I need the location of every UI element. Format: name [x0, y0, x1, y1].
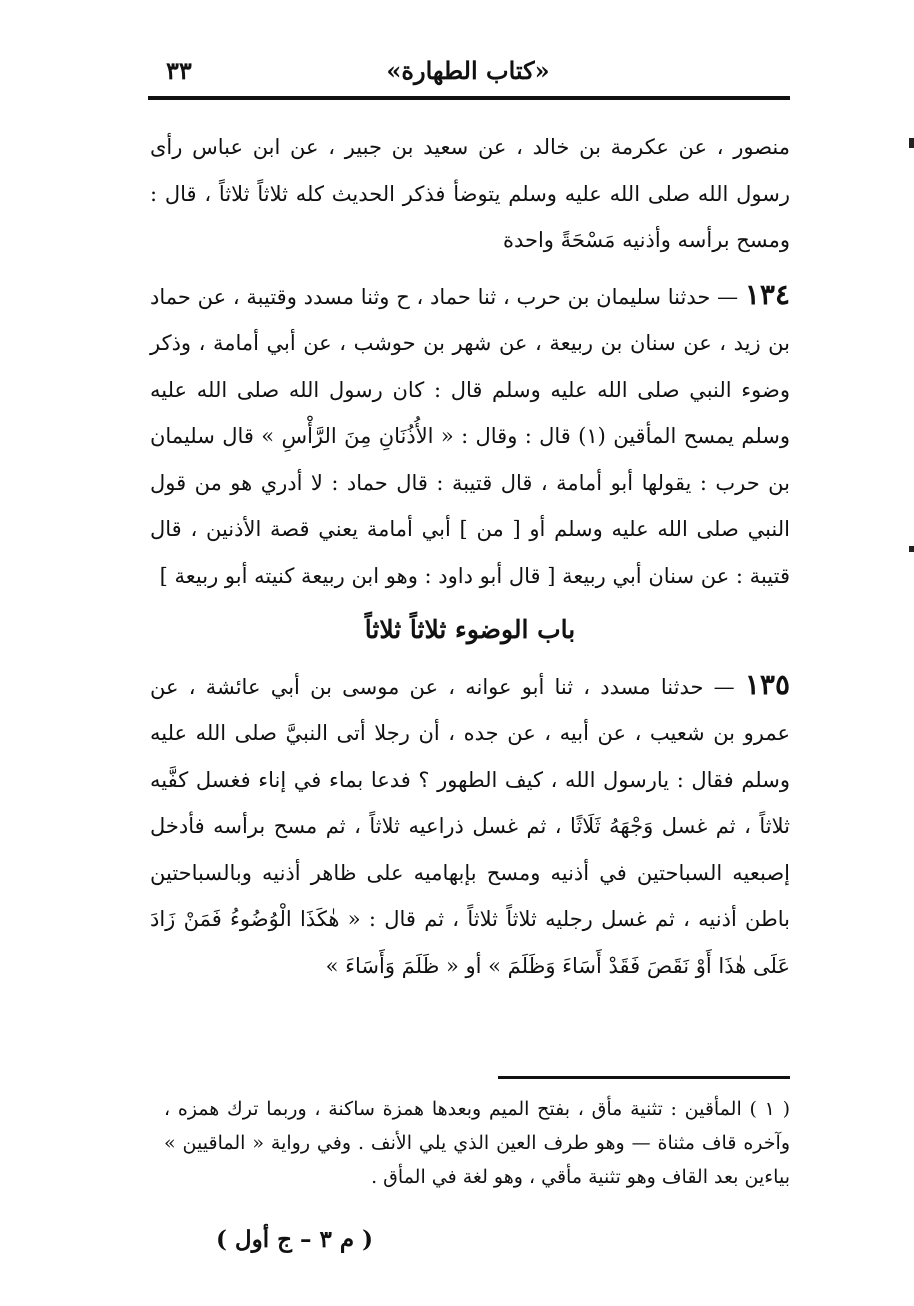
signature-mark: ( م ٣ – ج أول ): [216, 1226, 373, 1253]
page-number: ٣٣: [166, 56, 192, 85]
paragraph: [150, 124, 790, 264]
paragraph-text: — حدثنا مسدد ، ثنا أبو عوانه ، عن موسى بن أبي عائشة ، عن عمرو بن شعيب ، عن أبيه ، عن جده ، أن رجلا أتى النبيَّ صلى الله عليه وسلم فقال : يارسول الله ، كيف الطهور ؟ فدعا بماء في إناء فغسل كفَّيه ثلاثاً ، ثم غسل وَجْهَهُ ثَلَاثًا ، ثم غسل ذراعيه ثلاثاً ، ثم مسح برأسه فأدخل إصبعيه السباحتين في أذنيه ومسح بإبهاميه على ظاهر أذنيه وبالسباحتين باطن أذنيه ، ثم غسل رجليه ثلاثاً ثلاثاً ، ثم قال : « هٰكَذَا الْوُضُوءُ فَمَنْ زَادَ عَلَى هٰذَا أَوْ نَقَصَ فَقَدْ أَسَاءَ وَظَلَمَ » أو « ظَلَمَ وَأَسَاءَ »: [150, 674, 790, 978]
section-heading: باب الوضوء ثلاثاً ثلاثاً: [364, 615, 576, 644]
hadith-number: ١٣٤: [744, 277, 790, 311]
scan-edge-mark: [909, 138, 914, 148]
footnote: ( ١ ) المأقين : تثنية مأق ، بفتح الميم وبعدها همزة ساكنة ، وربما ترك همزه ، وآخره قاف مثناة — وهو طرف العين الذي يلي الأنف . وفي رواية « الماقيين » بياءين بعد القاف وهو تثنية مأقي ، وهو لغة في المأق .: [164, 1098, 790, 1188]
hadith-135: [150, 662, 790, 990]
footnote-rule: [498, 1076, 790, 1079]
page-header: [148, 52, 788, 92]
hadith-134: [150, 272, 790, 600]
scan-edge-mark: [909, 546, 914, 552]
paragraph-text: منصور ، عن عكرمة بن خالد ، عن سعيد بن جبير ، عن ابن عباس رأى رسول الله صلى الله عليه وسلم يتوضأ فذكر الحديث كله ثلاثاً ثلاثاً ، قال : ومسح برأسه وأذنيه مَسْحَةً واحدة: [150, 135, 790, 252]
header-rule: [148, 96, 790, 100]
hadith-number: ١٣٥: [744, 667, 790, 701]
main-text: [150, 124, 790, 997]
paragraph-text: — حدثنا سليمان بن حرب ، ثنا حماد ، ح وثنا مسدد وقتيبة ، عن حماد بن زيد ، عن سنان بن ربيعة ، عن شهر بن حوشب ، عن أبي أمامة ، وذكر وضوء النبي صلى الله عليه وسلم قال : كان رسول الله صلى الله عليه وسلم يمسح المأقين (١) قال : وقال : « الأُذُنَانِ مِنَ الرَّأْسِ » قال سليمان بن حرب : يقولها أبو أمامة ، قال قتيبة : قال حماد : لا أدري هو من قول النبي صلى الله عليه وسلم أو [ من ] أبي أمامة يعني قصة الأذنين ، قال قتيبة : عن سنان أبي ربيعة [ قال أبو داود : وهو ابن ربيعة كنيته أبو ربيعة ]: [150, 284, 791, 588]
running-title: «كتاب الطهارة»: [386, 56, 550, 85]
